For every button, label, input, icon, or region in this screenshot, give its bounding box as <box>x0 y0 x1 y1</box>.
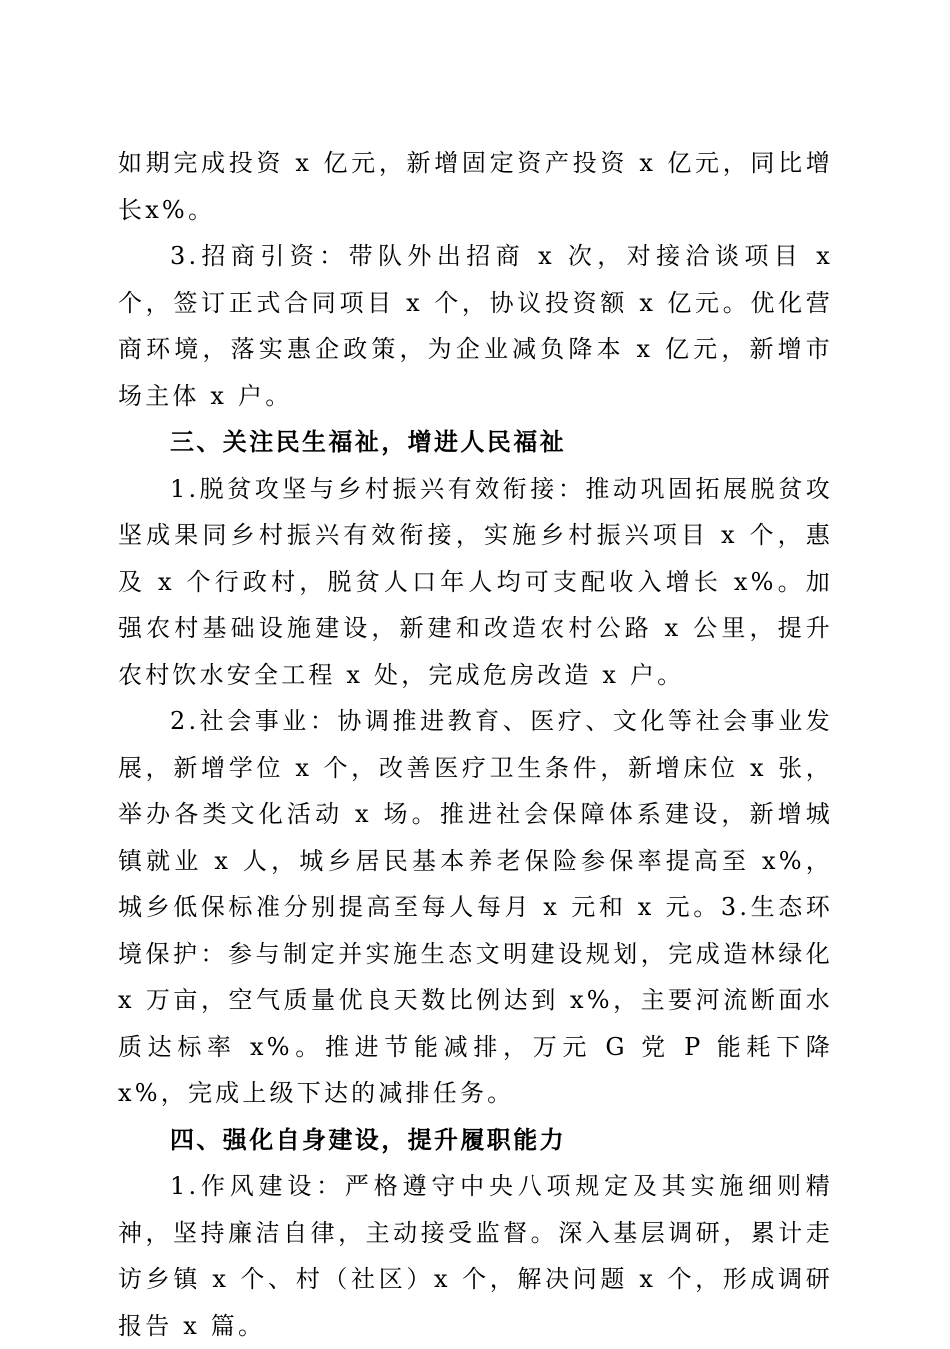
paragraph-investment-continued: 如期完成投资 x 亿元，新增固定资产投资 x 亿元，同比增长x%。 <box>118 149 833 224</box>
paragraph-work-style: 1.作风建设：严格遵守中央八项规定及其实施细则精神，坚持廉洁自律，主动接受监督。深入基层调研，累计走访乡镇 x 个、村（社区）x 个，解决问题 x 个，形成调研报告 x 篇。 <box>118 1172 833 1340</box>
section-heading-self-building: 四、强化自身建设，提升履职能力 <box>170 1125 566 1154</box>
paragraph-social-affairs: 2.社会事业：协调推进教育、医疗、文化等社会事业发展，新增学位 x 个，改善医疗卫生条件，新增床位 x 张，举办各类文化活动 x 场。推进社会保障体系建设，新增城镇就业 x 人，城乡居民基本养老保险参保率提高至 x%，城乡低保标准分别提高至每人每月 x 元和 x 元。3.生态环境保护：参与制定并实施生态文明建设规划，完成造林绿化 x 万亩，空气质量优良天数比例达到 x%，主要河流断面水质达标率 x%。推进节能减排，万元 G 党 P 能耗下降 x%，完成上级下达的减排任务。 <box>118 707 833 1107</box>
paragraph-rural-revitalization: 1.脱贫攻坚与乡村振兴有效衔接：推动巩固拓展脱贫攻坚成果同乡村振兴有效衔接，实施乡村振兴项目 x 个，惠及 x 个行政村，脱贫人口年人均可支配收入增长 x%。加强农村基础设施建设，新建和改造农村公路 x 公里，提升农村饮水安全工程 x 处，完成危房改造 x 户。 <box>118 474 833 689</box>
section-heading-livelihood: 三、关注民生福祉，增进人民福祉 <box>170 428 566 456</box>
document-body <box>118 140 833 1349</box>
paragraph-investment-attraction: 3.招商引资：带队外出招商 x 次，对接洽谈项目 x 个，签订正式合同项目 x 个，协议投资额 x 亿元。优化营商环境，落实惠企政策，为企业减负降本 x 亿元，新增市场主体 x 户。 <box>118 242 833 410</box>
